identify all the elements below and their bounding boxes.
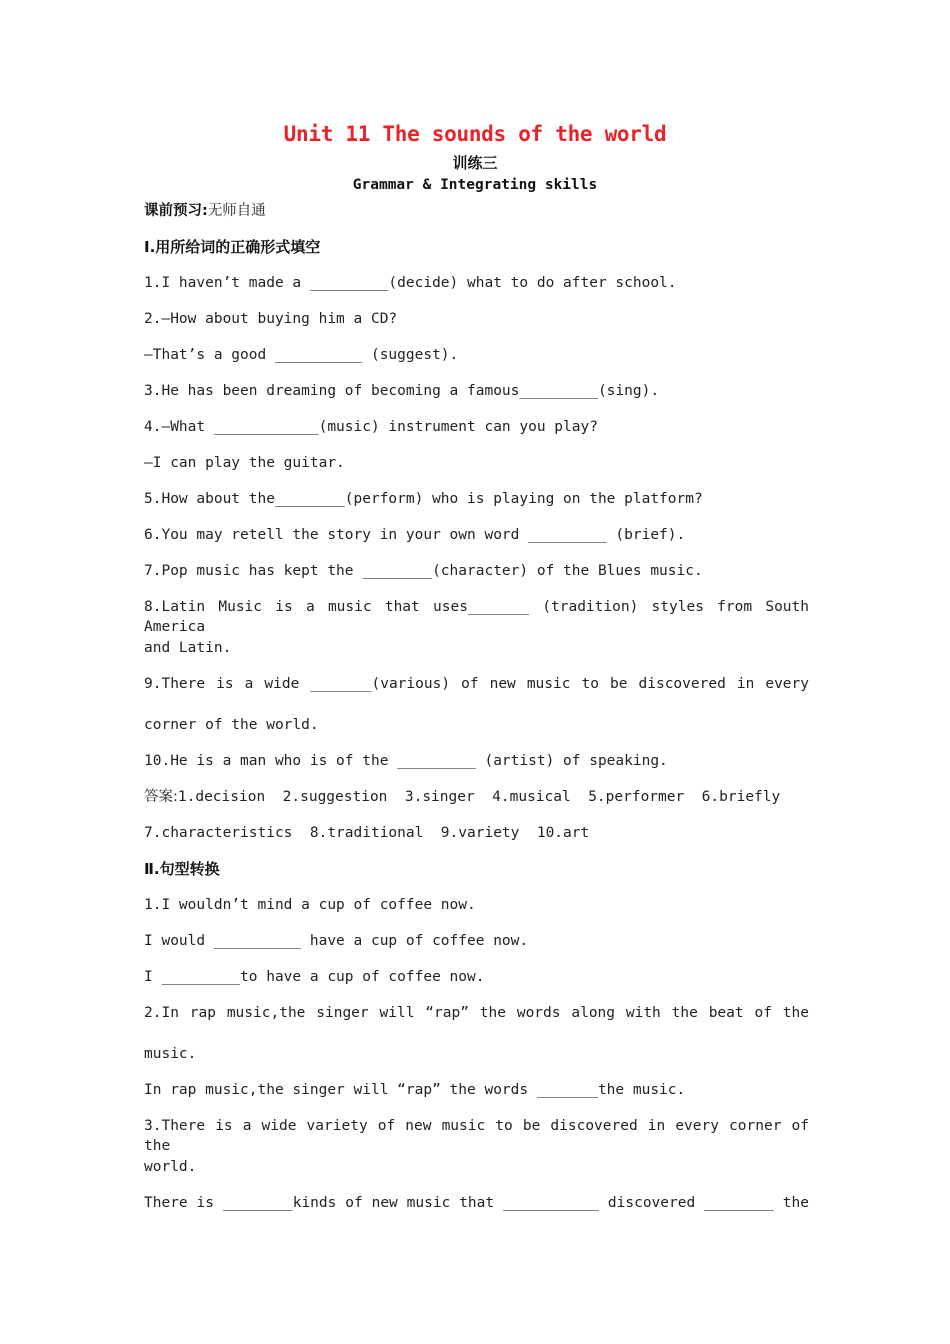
answer-line: 7.characteristics 8.traditional 9.variety 10.art bbox=[144, 825, 590, 841]
section2-heading: Ⅱ.句型转换 bbox=[144, 860, 220, 878]
preview-text: 无师自通 bbox=[207, 203, 266, 219]
exercise-line: music. bbox=[144, 1046, 197, 1062]
exercise-line: 2.In rap music,the singer will “rap” the words along with the beat of the bbox=[144, 1005, 809, 1021]
preview-line bbox=[144, 201, 809, 221]
preview-label: 课前预习: bbox=[144, 203, 208, 219]
exercise-line: 7.Pop music has kept the ________(character) of the Blues music. bbox=[144, 563, 703, 579]
exercise-line: 3.There is a wide variety of new music to be discovered in every corner of the bbox=[144, 1118, 809, 1154]
exercise-line: 9.There is a wide _______(various) of new music to be discovered in every bbox=[144, 676, 809, 692]
exercise-line: 10.He is a man who is of the _________ (artist) of speaking. bbox=[144, 753, 668, 769]
answer-text: 1.decision 2.suggestion 3.singer 4.musical 5.performer 6.briefly bbox=[177, 789, 781, 805]
exercise-line: —I can play the guitar. bbox=[144, 455, 345, 471]
exercise-line: 5.How about the________(perform) who is playing on the platform? bbox=[144, 491, 703, 507]
exercise-line: In rap music,the singer will “rap” the words _______the music. bbox=[144, 1082, 686, 1098]
page-topic: Grammar & Integrating skills bbox=[352, 177, 598, 193]
exercise-line: 1.I wouldn’t mind a cup of coffee now. bbox=[144, 897, 476, 913]
exercise-line: 3.He has been dreaming of becoming a famous_________(sing). bbox=[144, 383, 660, 399]
section1-heading: Ⅰ.用所给词的正确形式填空 bbox=[144, 238, 321, 256]
exercise-line: —That’s a good __________ (suggest). bbox=[144, 347, 459, 363]
exercise-line: 2.—How about buying him a CD? bbox=[144, 311, 398, 327]
page-subtitle: 训练三 bbox=[452, 154, 498, 172]
exercise-line: 6.You may retell the story in your own word _________ (brief). bbox=[144, 527, 686, 543]
exercise-line: I would __________ have a cup of coffee now. bbox=[144, 933, 529, 949]
exercise-line: I _________to have a cup of coffee now. bbox=[144, 969, 485, 985]
answer-line bbox=[144, 787, 809, 807]
page-title: Unit 11 The sounds of the world bbox=[283, 122, 667, 146]
exercise-line: 8.Latin Music is a music that uses_______ (tradition) styles from South America bbox=[144, 599, 809, 635]
exercise-line: corner of the world. bbox=[144, 717, 319, 733]
exercise-line: There is ________kinds of new music that ___________ discovered ________ the bbox=[144, 1195, 809, 1211]
answer-label: 答案: bbox=[144, 789, 178, 805]
exercise-line: world. bbox=[144, 1159, 197, 1175]
exercise-line: 4.—What ____________(music) instrument can you play? bbox=[144, 419, 598, 435]
exercise-line: and Latin. bbox=[144, 640, 232, 656]
exercise-line: 1.I haven’t made a _________(decide) what to do after school. bbox=[144, 275, 677, 291]
